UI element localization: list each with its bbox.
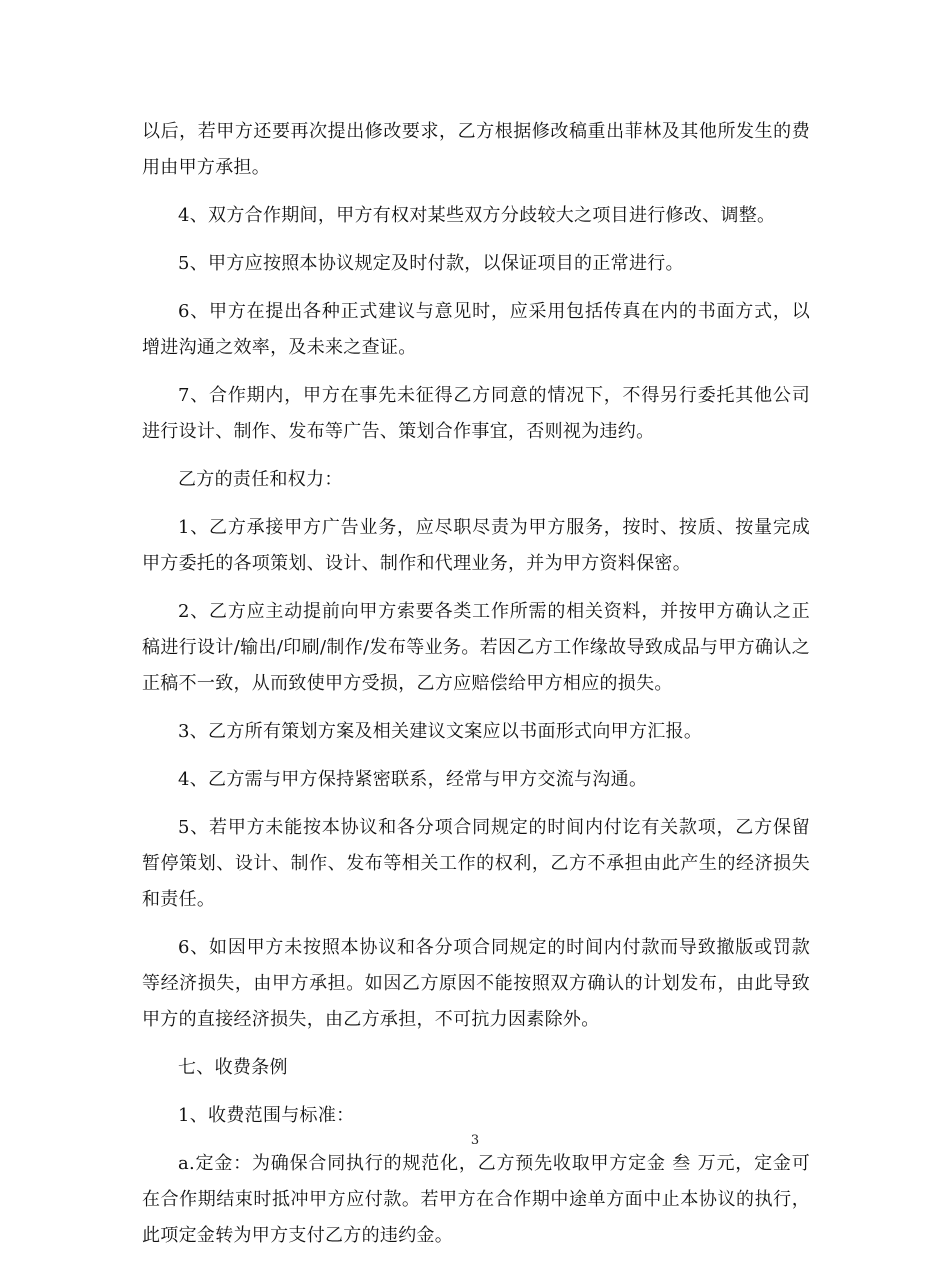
paragraph-party-b-item-5: 5、若甲方未能按本协议和各分项合同规定的时间内付讫有关款项，乙方保留暂停策划、设计、制作、发布等相关工作的权利，乙方不承担由此产生的经济损失和责任。	[142, 817, 810, 910]
paragraph-party-a-item-7: 7、合作期内，甲方在事先未征得乙方同意的情况下，不得另行委托其他公司进行设计、制作、发布等广告、策划合作事宜，否则视为违约。	[142, 385, 810, 442]
paragraph-party-b-item-1: 1、乙方承接甲方广告业务，应尽职尽责为甲方服务，按时、按质、按量完成甲方委托的各项策划、设计、制作和代理业务，并为甲方资料保密。	[142, 517, 810, 574]
paragraph-party-a-item-4: 4、双方合作期间，甲方有权对某些双方分歧较大之项目进行修改、调整。	[178, 205, 776, 226]
paragraph-deposit: a.定金：为确保合同执行的规范化，乙方预先收取甲方定金 叁 万元，定金可在合作期结束时抵冲甲方应付款。若甲方在合作期中途单方面中止本协议的执行，此项定金转为甲方支付乙方的违约金。	[142, 1153, 810, 1246]
paragraph-party-a-item-6: 6、甲方在提出各种正式建议与意见时，应采用包括传真在内的书面方式，以增进沟通之效率，及未来之查证。	[142, 301, 810, 358]
paragraph-party-a-item-5: 5、甲方应按照本协议规定及时付款，以保证项目的正常进行。	[178, 253, 684, 274]
section-heading-party-b: 乙方的责任和权力：	[178, 469, 343, 490]
paragraph-fee-scope: 1、收费范围与标准：	[178, 1105, 355, 1126]
paragraph-party-b-item-6: 6、如因甲方未按照本协议和各分项合同规定的时间内付款而导致撤版或罚款等经济损失，由甲方承担。如因乙方原因不能按照双方确认的计划发布，由此导致甲方的直接经济损失，由乙方承担，不可抗力因素除外。	[142, 937, 810, 1030]
document-body	[142, 114, 810, 1266]
paragraph-continuation: 以后，若甲方还要再次提出修改要求，乙方根据修改稿重出菲林及其他所发生的费用由甲方承担。	[142, 121, 810, 178]
paragraph-party-b-item-4: 4、乙方需与甲方保持紧密联系，经常与甲方交流与沟通。	[178, 769, 648, 790]
paragraph-party-b-item-3: 3、乙方所有策划方案及相关建议文案应以书面形式向甲方汇报。	[178, 721, 703, 742]
page-number: 3	[470, 1133, 480, 1148]
section-heading-fees: 七、收费条例	[178, 1057, 288, 1078]
paragraph-party-b-item-2: 2、乙方应主动提前向甲方索要各类工作所需的相关资料，并按甲方确认之正稿进行设计/输出/印刷/制作/发布等业务。若因乙方工作缘故导致成品与甲方确认之正稿不一致，从而致使甲方受损，乙方应赔偿给甲方相应的损失。	[142, 601, 810, 694]
